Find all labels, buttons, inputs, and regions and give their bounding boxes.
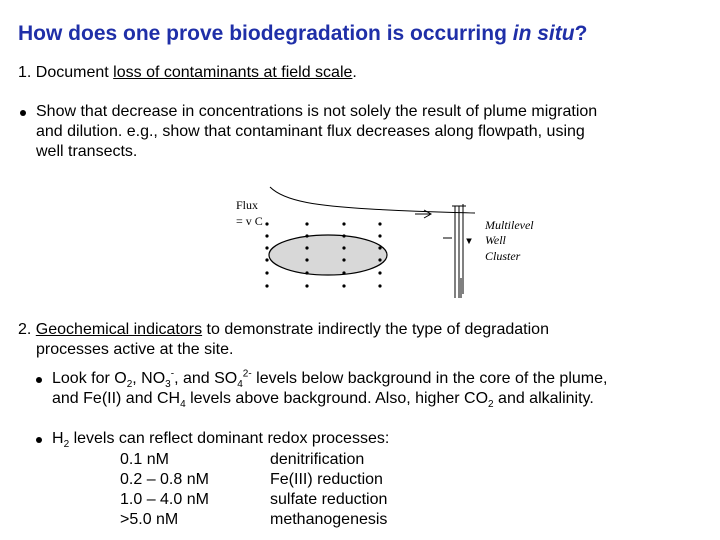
title-end: ? [574,22,588,45]
bullet-3-intro: $H_2$ levels can reflect dominant redox processes: [52,430,390,451]
flux-equation: = v C [236,214,263,228]
bullet-dot [36,437,42,443]
h2-level: 0.1 nM [120,451,169,468]
bullet-2-text [52,369,607,409]
point-1-pre: Document [35,64,114,81]
h2-level: 0.2 – 0.8 nM [120,471,209,488]
bullet-dot [36,377,42,383]
bullet-2-line-1: Look for $O_2$, $NO_3^-$, and $SO_4^{2-}$ levels below background in the core of the plume, [52,368,608,391]
bullet-1-line: well transects. [36,143,138,160]
bullet-1-line: Show that decrease in concentrations is not solely the result of plume migration [36,103,598,120]
table-row [120,450,387,470]
table-row [120,510,387,530]
redox-table [120,450,387,530]
point-2-link: Geochemical indicators [35,321,203,338]
flux-curve [270,187,475,213]
plume-flux-figure [230,178,550,303]
point-1-post: . [352,64,357,81]
plume-ellipse [269,235,387,275]
h2-level: >5.0 nM [120,511,179,528]
well-label-1: Multilevel [485,218,534,232]
redox-process: sulfate reduction [270,491,388,508]
multilevel-well-icon [443,204,471,298]
table-row [120,490,387,510]
redox-process: methanogenesis [270,511,388,528]
bullet-dot [20,110,26,116]
bullet-1-line: and dilution. e.g., show that contaminant flux decreases along flowpath, using [36,123,585,140]
h2-level: 1.0 – 4.0 nM [120,491,209,508]
title-main: How does one prove biodegradation is occurring [18,22,513,45]
point-1-number: 1. [18,64,32,81]
page-title [18,22,587,46]
table-row [120,470,387,490]
bullet-2-line-2: and Fe(II) and $CH_4$ levels above background. Also, higher $CO_2$ and alkalinity. [52,390,594,411]
redox-process: Fe(III) reduction [270,471,383,488]
point-2 [18,320,549,360]
flux-label: Flux [236,198,259,212]
point-1-link: loss of contaminants at field scale [113,64,353,81]
title-emphasis: in situ [512,22,575,45]
point-1 [18,63,357,83]
point-2-number: 2. [18,321,32,338]
bullet-1-text [36,102,597,162]
well-label-3: Cluster [485,249,521,263]
well-label-2: Well [485,233,506,247]
point-2-line-2: processes active at the site. [36,341,234,358]
redox-process: denitrification [270,451,365,468]
point-2-post: to demonstrate indirectly the type of degradation [202,321,549,338]
